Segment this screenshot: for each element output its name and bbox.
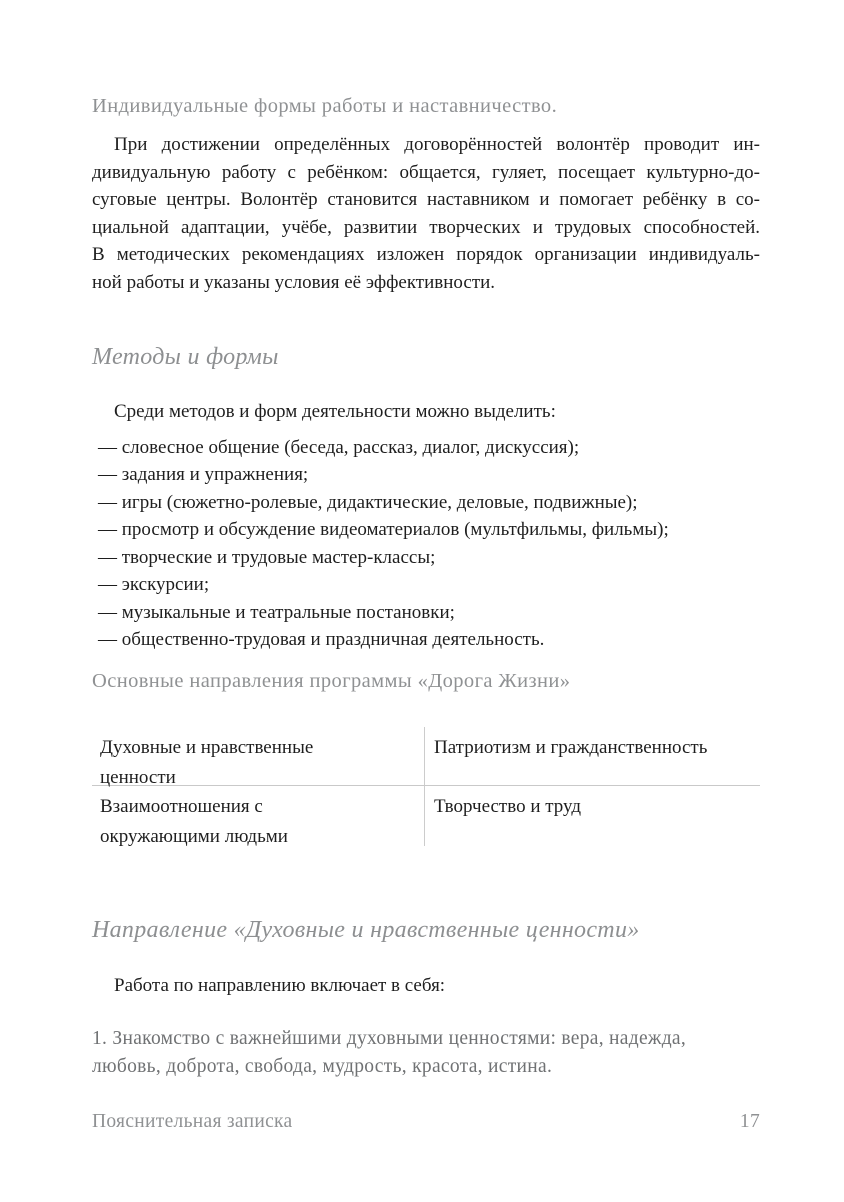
paragraph-work-intro (92, 972, 760, 1000)
paragraph-individual-work (92, 131, 760, 296)
list-item: — игры (сюжетно-ролевые, дидактические, деловые, подвижные); (98, 491, 638, 513)
table-row (92, 786, 760, 846)
heading-direction-spiritual-values: Направление «Духовные и нравственные ценности» (92, 916, 640, 943)
paragraph-line: циальной адаптации, учёбе, развитии творческих и трудовых способностей. (92, 216, 760, 238)
methods-list (92, 434, 760, 654)
paragraph-item-1 (92, 1025, 760, 1080)
paragraph-line: В методических рекомендациях изложен порядок организации индивидуаль- (92, 244, 760, 265)
paragraph-line: дивидуальную работу с ребёнком: общается, гуляет, посещает культурно-до- (92, 161, 760, 183)
list-item: — творческие и трудовые мастер-классы; (98, 546, 436, 568)
list-item: — общественно-трудовая и праздничная деятельность. (98, 629, 545, 650)
footer-section-label: Пояснительная записка (92, 1111, 293, 1132)
paragraph-line: любовь, доброта, свобода, мудрость, красота, истина. (92, 1055, 553, 1077)
paragraph-line: ной работы и указаны условия её эффективности. (92, 271, 496, 293)
paragraph-methods-intro (92, 398, 760, 426)
paragraph-line: При достижении определённых договорённостей волонтёр проводит ин- (114, 134, 760, 155)
paragraph-line: Среди методов и форм деятельности можно выделить: (114, 401, 556, 422)
paragraph-line: 1. Знакомство с важнейшими духовными ценностями: вера, надежда, (92, 1028, 687, 1049)
table-cell: Творчество и труд (434, 795, 581, 817)
paragraph-line: Работа по направлению включает в себя: (114, 974, 446, 996)
list-item: — словесное общение (беседа, рассказ, диалог, дискуссия); (98, 436, 580, 458)
paragraph-line: суговые центры. Волонтёр становится наставником и помогает ребёнку в со- (92, 189, 760, 210)
table-row (92, 727, 760, 786)
table-cell: Взаимоотношения с окружающими людьми (92, 786, 425, 846)
heading-program-directions: Основные направления программы «Дорога Жизни» (92, 669, 571, 692)
table-cell: Духовные и нравственные ценности (92, 727, 425, 785)
list-item: — экскурсии; (98, 574, 210, 595)
page-footer (92, 1108, 760, 1135)
list-item: — музыкальные и театральные постановки; (98, 601, 455, 623)
heading-methods-and-forms: Методы и формы (92, 344, 279, 370)
footer-page-number: 17 (739, 1111, 760, 1132)
list-item: — задания и упражнения; (98, 464, 309, 485)
heading-individual-forms: Индивидуальные формы работы и наставничество. (92, 95, 558, 117)
directions-table (92, 727, 760, 846)
table-cell: Патриотизм и гражданственность (434, 736, 708, 758)
list-item: — просмотр и обсуждение видеоматериалов (мультфильмы, фильмы); (98, 519, 669, 540)
